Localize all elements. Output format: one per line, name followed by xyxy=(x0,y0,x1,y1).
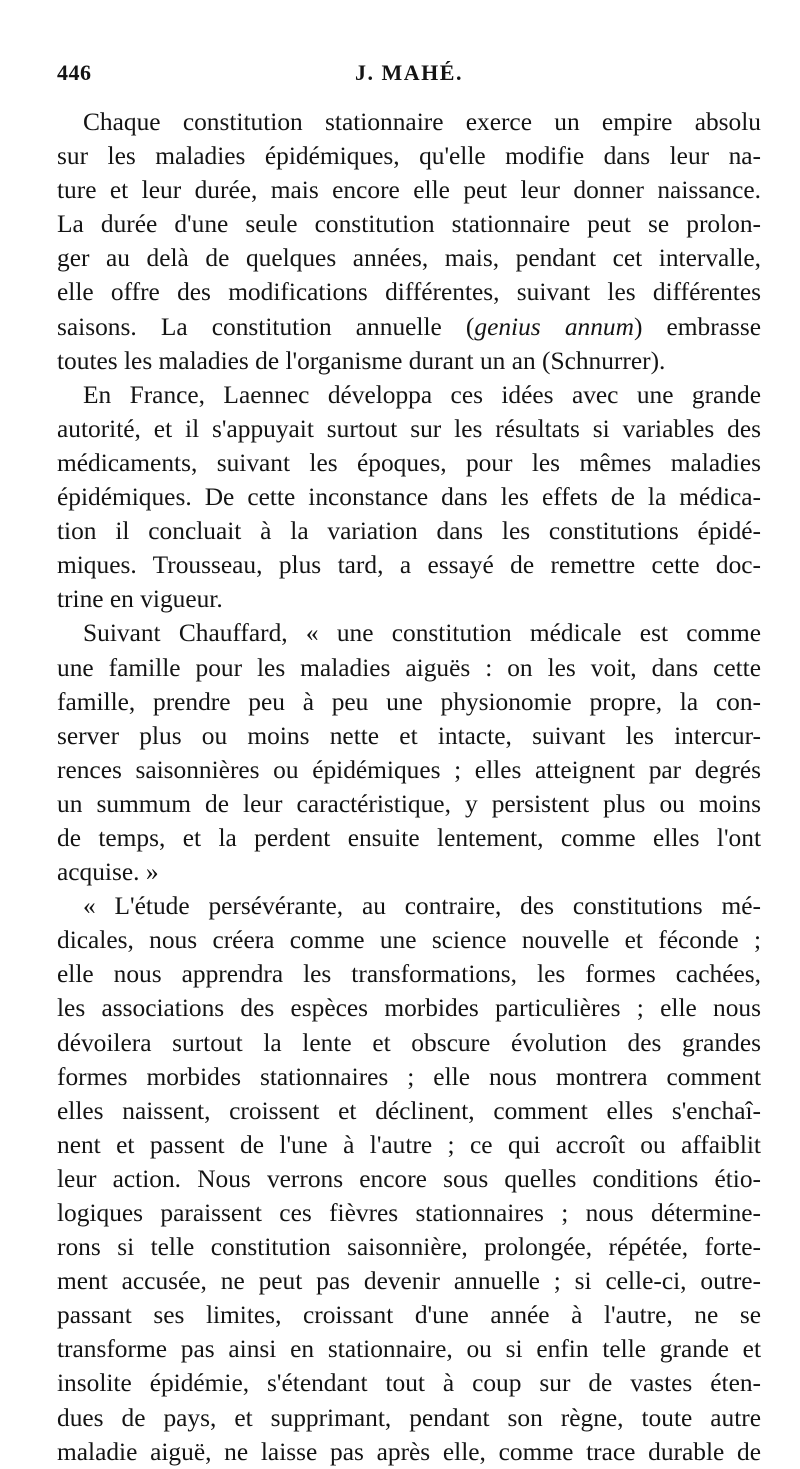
line-text: elle offre des modifications différentes, suivant les différentes xyxy=(57,278,761,307)
text-line xyxy=(57,1162,761,1196)
text-line xyxy=(57,173,761,207)
line-text: elles naissent, croissent et déclinent, comment elles s'enchaî- xyxy=(57,1096,761,1125)
text-line xyxy=(57,139,761,173)
text-line xyxy=(57,991,761,1025)
text-line xyxy=(57,310,761,344)
text-line xyxy=(57,1332,761,1366)
text-line xyxy=(57,412,761,446)
text-line xyxy=(57,514,761,548)
line-text: logiques paraissent ces fièvres stationnaires ; nous détermine- xyxy=(57,1199,761,1227)
line-text: autorité, et il s'appuyait surtout sur les résultats si variables des xyxy=(57,414,761,443)
text-line xyxy=(57,582,761,616)
line-text: rons si telle constitution saisonnière, prolongée, répétée, forte- xyxy=(57,1233,761,1262)
line-text: maladie aiguë, ne laisse pas après elle, comme trace durable de xyxy=(57,1437,761,1466)
line-text: toutes les maladies de l'organisme durant un an (Schnurrer). xyxy=(57,346,666,375)
line-text: leur action. Nous verrons encore sous quelles conditions étio- xyxy=(57,1164,761,1193)
text-line xyxy=(57,616,761,650)
body-text xyxy=(57,105,761,1469)
text-line xyxy=(57,957,761,991)
text-line xyxy=(57,1435,761,1469)
text-line xyxy=(57,1026,761,1060)
text-line xyxy=(57,753,761,787)
line-text: dicales, nous créera comme une science nouvelle et féconde ; xyxy=(57,926,761,955)
text-line xyxy=(57,1366,761,1400)
page-number: 446 xyxy=(57,60,92,85)
text-line xyxy=(57,651,761,685)
text-line xyxy=(57,855,761,889)
line-text: server plus ou moins nette et intacte, suivant les intercur- xyxy=(57,721,761,750)
line-text: dues de pays, et supprimant, pendant son règne, toute autre xyxy=(57,1403,761,1432)
text-line xyxy=(57,889,761,923)
text-line xyxy=(57,1298,761,1332)
line-text: épidémiques. De cette inconstance dans les effets de la médica- xyxy=(57,483,761,512)
line-text: dévoilera surtout la lente et obscure évolution des grandes xyxy=(57,1028,761,1057)
line-text: nent et passent de l'une à l'autre ; ce qui accroît ou affaiblit xyxy=(57,1130,761,1159)
page-header xyxy=(57,60,761,90)
line-text: famille, prendre peu à peu une physionomie propre, la con- xyxy=(57,687,761,716)
line-text: ger au delà de quelques années, mais, pendant cet intervalle, xyxy=(57,244,761,273)
text-line xyxy=(57,1264,761,1298)
line-text: passant ses limites, croissant d'une année à l'autre, ne se xyxy=(57,1301,761,1330)
text-line xyxy=(57,719,761,753)
line-text: insolite épidémie, s'étendant tout à coup sur de vastes éten- xyxy=(57,1369,761,1398)
text-line xyxy=(57,241,761,275)
text-line xyxy=(57,1060,761,1094)
text-line xyxy=(57,480,761,514)
text-line xyxy=(57,787,761,821)
line-text: les associations des espèces morbides particulières ; elle nous xyxy=(57,994,761,1023)
line-text: « L'étude persévérante, au contraire, des constitutions mé- xyxy=(83,892,761,921)
line-text: trine en vigueur. xyxy=(57,585,223,614)
line-text: saisons. La constitution annuelle ( xyxy=(57,312,475,341)
text-line xyxy=(57,923,761,957)
text-line xyxy=(57,344,761,378)
line-text: médicaments, suivant les époques, pour les mêmes maladies xyxy=(57,448,761,477)
text-line xyxy=(57,1094,761,1128)
text-line xyxy=(57,207,761,241)
line-text: ture et leur durée, mais encore elle peut leur donner naissance. xyxy=(57,176,761,205)
line-text: de temps, et la perdent ensuite lentement, comme elles l'ont xyxy=(57,823,761,852)
text-line xyxy=(57,1401,761,1435)
line-text: un summum de leur caractéristique, y persistent plus ou moins xyxy=(57,789,761,818)
line-text: transforme pas ainsi en stationnaire, ou si enfin telle grande et xyxy=(57,1335,761,1364)
line-text: Suivant Chauffard, « une constitution médicale est comme xyxy=(83,619,761,648)
line-text: Chaque constitution stationnaire exerce un empire absolu xyxy=(83,108,761,136)
text-line xyxy=(57,685,761,719)
line-text: En France, Laennec développa ces idées avec une grande xyxy=(83,380,761,409)
text-line xyxy=(57,378,761,412)
line-text: miques. Trousseau, plus tard, a essayé de remettre cette doc- xyxy=(57,551,761,580)
text-line xyxy=(57,548,761,582)
running-head: J. MAHÉ. xyxy=(355,60,463,85)
line-text: elle nous apprendra les transformations, les formes cachées, xyxy=(57,960,761,989)
text-line xyxy=(57,821,761,855)
line-text: une famille pour les maladies aiguës : on les voit, dans cette xyxy=(57,653,761,682)
text-line xyxy=(57,1128,761,1162)
text-line xyxy=(57,1196,761,1230)
line-text: sur les maladies épidémiques, qu'elle modifie dans leur na- xyxy=(57,142,761,171)
text-line xyxy=(57,446,761,480)
italic-term: genius annum xyxy=(474,312,634,341)
line-text: formes morbides stationnaires ; elle nous montrera comment xyxy=(57,1062,761,1091)
line-text: La durée d'une seule constitution stationnaire peut se prolon- xyxy=(57,210,761,239)
text-line xyxy=(57,275,761,309)
line-text: rences saisonnières ou épidémiques ; elles atteignent par degrés xyxy=(57,755,761,784)
line-text: ment accusée, ne peut pas devenir annuelle ; si celle-ci, outre- xyxy=(57,1267,761,1296)
text-line xyxy=(57,105,761,139)
line-text: ) embrasse xyxy=(633,312,761,341)
text-line xyxy=(57,1230,761,1264)
line-text: acquise. » xyxy=(57,858,159,887)
line-text: tion il concluait à la variation dans les constitutions épidé- xyxy=(57,517,761,546)
